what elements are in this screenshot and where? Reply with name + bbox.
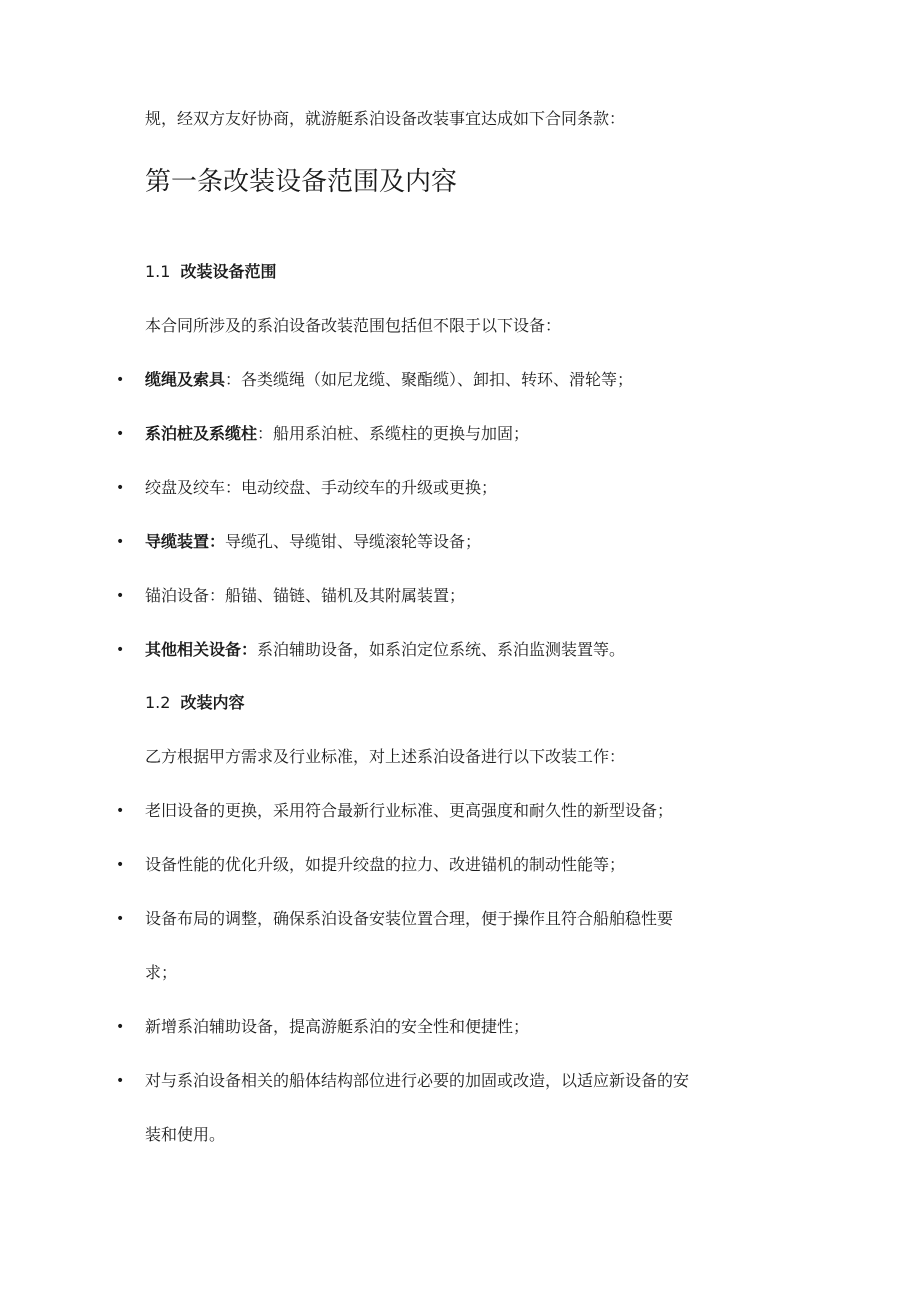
list-item [145, 532, 481, 552]
list-item-desc: 导缆孔、导缆钳、导缆滚轮等设备； [225, 532, 482, 551]
section-1-2-title: 改装内容 [180, 693, 245, 712]
list-item [145, 586, 465, 606]
list-item-continuation: 求； [145, 963, 178, 982]
list-item: 新增系泊辅助设备，提高游艇系泊的安全性和便捷性； [145, 1017, 530, 1036]
list-bullet: • [116, 480, 125, 496]
list-item: 设备布局的调整，确保系泊设备安装位置合理，便于操作且符合船舶稳性要 [145, 909, 674, 928]
list-item-desc: 系泊辅助设备，如系泊定位系统、系泊监测装置等。 [257, 640, 626, 659]
list-item-term: 缆绳及索具 [145, 370, 226, 389]
section-1-1-lead: 本合同所涉及的系泊设备改装范围包括但不限于以下设备： [145, 316, 562, 335]
list-bullet: • [116, 1019, 125, 1035]
section-1-2-lead: 乙方根据甲方需求及行业标准，对上述系泊设备进行以下改装工作： [145, 747, 626, 766]
list-item-term: 导缆装置： [145, 532, 226, 551]
list-bullet: • [116, 642, 125, 658]
intro-paragraph: 规，经双方友好协商，就游艇系泊设备改装事宜达成如下合同条款： [145, 109, 626, 128]
list-item: 设备性能的优化升级，如提升绞盘的拉力、改进锚机的制动性能等； [145, 855, 626, 874]
section-1-2-number: 1.2 [145, 693, 171, 712]
list-item-desc: 各类缆绳（如尼龙缆、聚酯缆）、卸扣、转环、滑轮等； [241, 370, 634, 389]
list-item-desc: 绞盘及绞车：电动绞盘、手动绞车的升级或更换； [145, 478, 498, 497]
list-bullet: • [116, 588, 125, 604]
list-bullet: • [116, 803, 125, 819]
section-1-2-heading [145, 693, 244, 713]
list-item-term: 系泊桩及系缆柱 [145, 424, 258, 443]
list-bullet: • [116, 534, 125, 550]
list-item [145, 478, 497, 498]
list-bullet: • [116, 911, 125, 927]
list-item-desc: 船用系泊桩、系缆柱的更换与加固； [273, 424, 530, 443]
list-item-desc: 锚泊设备：船锚、锚链、锚机及其附属装置； [145, 586, 466, 605]
list-bullet: • [116, 857, 125, 873]
section-1-1-title: 改装设备范围 [180, 262, 277, 281]
list-item [145, 640, 625, 660]
list-bullet: • [116, 1073, 125, 1089]
list-bullet: • [116, 426, 125, 442]
list-item-term: 其他相关设备： [145, 640, 258, 659]
section-1-1-number: 1.1 [145, 262, 171, 281]
list-item: 系泊桩及系缆柱：船用系泊桩、系缆柱的更换与加固； [145, 424, 530, 443]
section-1-1-heading [145, 262, 276, 282]
article-title: 第一条改装设备范围及内容 [145, 167, 458, 197]
list-item-continuation: 装和使用。 [145, 1125, 226, 1144]
list-item: 对与系泊设备相关的船体结构部位进行必要的加固或改造，以适应新设备的安 [145, 1071, 690, 1090]
list-bullet: • [116, 372, 125, 388]
list-item: 缆绳及索具：各类缆绳（如尼龙缆、聚酯缆）、卸扣、转环、滑轮等； [145, 370, 634, 389]
list-item: 老旧设备的更换，采用符合最新行业标准、更高强度和耐久性的新型设备； [145, 801, 674, 820]
